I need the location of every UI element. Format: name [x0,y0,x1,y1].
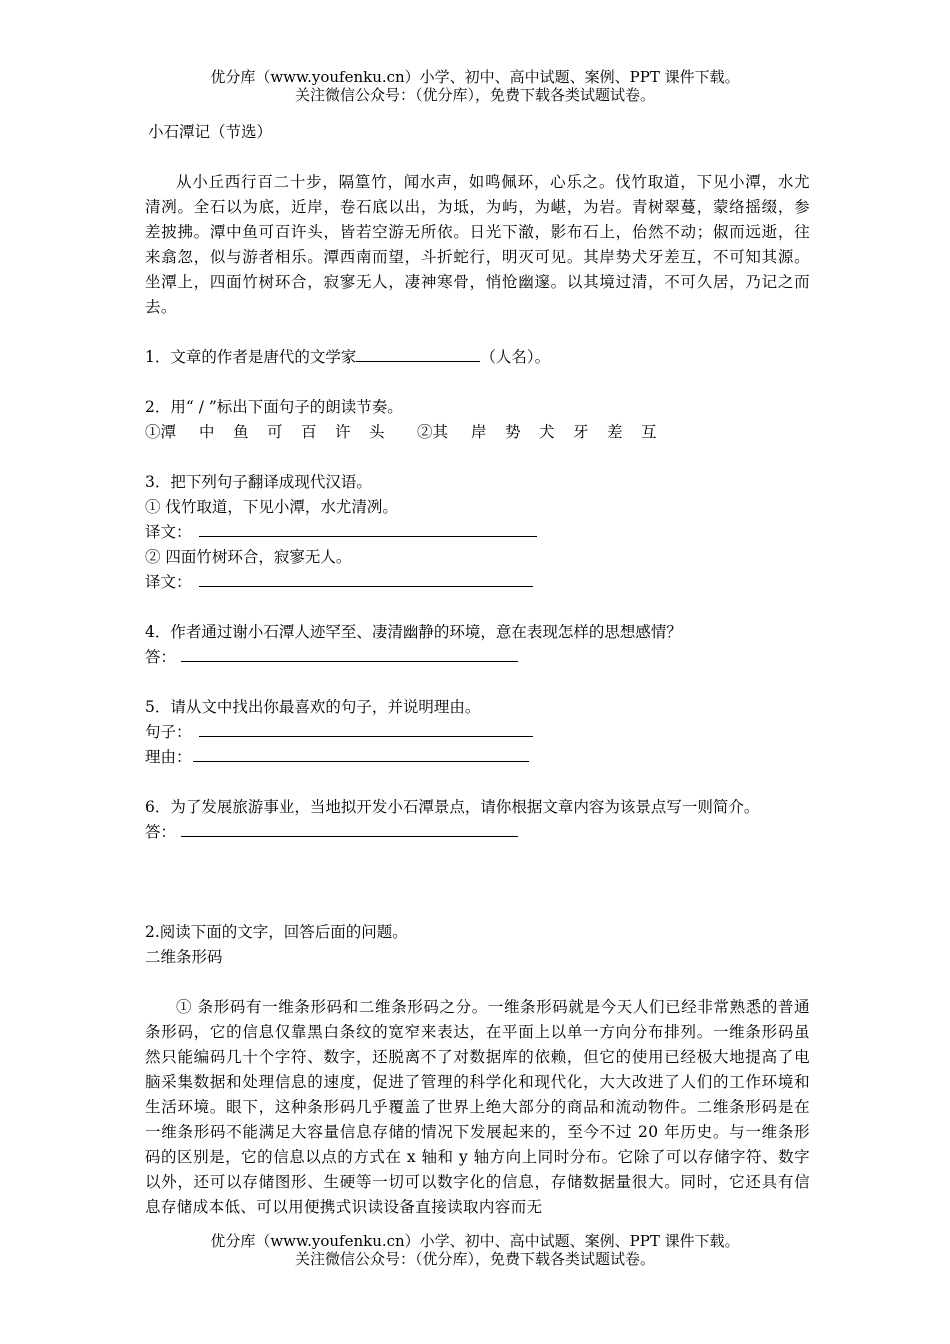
question-1 [145,345,810,370]
q5-sentence-blank[interactable] [199,720,533,737]
q5-label-1: 句子： [145,723,192,741]
q1-suffix: （人名）。 [480,348,551,366]
passage1-title: 小石潭记（节选） [148,123,273,141]
question-6: 6．为了发展旅游事业，当地拟开发小石潭景点，请你根据文章内容为该景点写一则简介。 [145,798,760,816]
page-header [0,68,950,104]
page-footer [0,1232,950,1268]
q2-s2-char: 势 [505,423,521,441]
q3-item-2: ② 四面竹树环合，寂寥无人。 [145,548,352,566]
q3-item-1: ① 伐竹取道，下见小潭，水尤清冽。 [145,498,398,516]
q2-s2-char: 牙 [573,423,589,441]
q2-s1-char: 百 [301,423,317,441]
passage2-body: ① 条形码有一维条形码和二维条形码之分。一维条形码就是今天人们已经非常熟悉的普通条形码，它的信息仅靠黑白条纹的宽窄来表达，在平面上以单一方向分布排列。一维条形码虽然只能编码几十个字符、数字，还脱离不了对数据库的依赖，但它的使用已经极大地提高了电脑采集数据和处理信息的速度，促进了管理的科学化和现代化，大大改进了人们的工作环境和生活环境。眼下，这种条形码几乎覆盖了世界上绝大部分的商品和流动物件。二维条形码是在一维条形码不能满足大容量信息存储的情况下发展起来的，至今不过 20 年历史。与一维条形码的区别是，它的信息以点的方式在 x 轴和 y 轴方向上同时分布。它除了可以存储字符、数字以外，还可以存储图形、生硬等一切可以数字化的信息，存储数据量很大。同时，它还具有信息存储成本低、可以用便携式识读设备直接读取内容而无 [145,998,810,1216]
q2-sentences [145,420,810,445]
footer-line-2: 关注微信公众号：（优分库），免费下载各类试题试卷。 [294,1250,655,1268]
q6-answer [145,820,810,845]
q2-s1-char: 头 [369,423,385,441]
footer-line-1: 优分库（www.youfenku.cn）小学、初中、高中试题、案例、PPT 课件下载。 [210,1232,740,1250]
q4-label: 答： [145,648,177,666]
q2-s1-char: 中 [199,423,215,441]
header-line-1: 优分库（www.youfenku.cn）小学、初中、高中试题、案例、PPT 课件下载。 [210,68,740,86]
q2-s1-char: 鱼 [233,423,249,441]
q5-answer-reason [145,745,810,770]
q1-prefix: 1．文章的作者是唐代的文学家 [145,348,357,366]
q4-answer-blank[interactable] [181,645,518,662]
q6-answer-blank[interactable] [181,820,518,837]
question-5: 5．请从文中找出你最喜欢的句子，并说明理由。 [145,698,481,716]
q2-s1-char: 可 [267,423,283,441]
document-body [145,120,810,1220]
q1-answer-blank[interactable] [356,345,480,362]
q4-answer [145,645,810,670]
q2-s1-char: 许 [335,423,351,441]
header-line-2: 关注微信公众号：（优分库），免费下载各类试题试卷。 [294,86,655,104]
q3-answer-2 [145,570,810,595]
q2-s2-char: 互 [641,423,657,441]
q3-answer-1 [145,520,810,545]
passage2-intro: 2.阅读下面的文字，回答后面的问题。 [145,923,408,941]
q3-label-1: 译文： [145,523,192,541]
passage1-body: 从小丘西行百二十步，隔篁竹，闻水声，如鸣佩环，心乐之。伐竹取道，下见小潭，水尤清冽。全石以为底，近岸，卷石底以出，为坻，为屿，为嵁，为岩。青树翠蔓，蒙络摇缀，参差披拂。潭中鱼可百许头，皆若空游无所依。日光下澈，影布石上，佁然不动；俶而远逝，往来翕忽，似与游者相乐。潭西南而望，斗折蛇行，明灭可见。其岸势犬牙差互，不可知其源。坐潭上，四面竹树环合，寂寥无人，凄神寒骨，悄怆幽邃。以其境过清，不可久居，乃记之而去。 [145,173,810,316]
q3-answer-blank-2[interactable] [199,570,533,587]
q2-s2-char: ②其 [417,423,449,441]
passage2-title: 二维条形码 [145,948,223,966]
question-4: 4．作者通过谢小石潭人迹罕至、凄清幽静的环境，意在表现怎样的思想感情？ [145,623,682,641]
q5-answer-sentence [145,720,810,745]
q2-s2-char: 岸 [471,423,487,441]
q3-label-2: 译文： [145,573,192,591]
q5-label-2: 理由： [145,748,192,766]
q2-s1-char: ①潭 [145,423,177,441]
q5-reason-blank[interactable] [193,745,529,762]
q2-s2-char: 犬 [539,423,555,441]
q6-label: 答： [145,823,177,841]
question-3: 3．把下列句子翻译成现代汉语。 [145,473,372,491]
passage1-paragraph [145,170,810,320]
question-2: 2．用“ / ”标出下面句子的朗读节奏。 [145,398,403,416]
q3-answer-blank-1[interactable] [199,520,537,537]
q2-s2-char: 差 [607,423,623,441]
passage2-paragraph [145,995,810,1220]
